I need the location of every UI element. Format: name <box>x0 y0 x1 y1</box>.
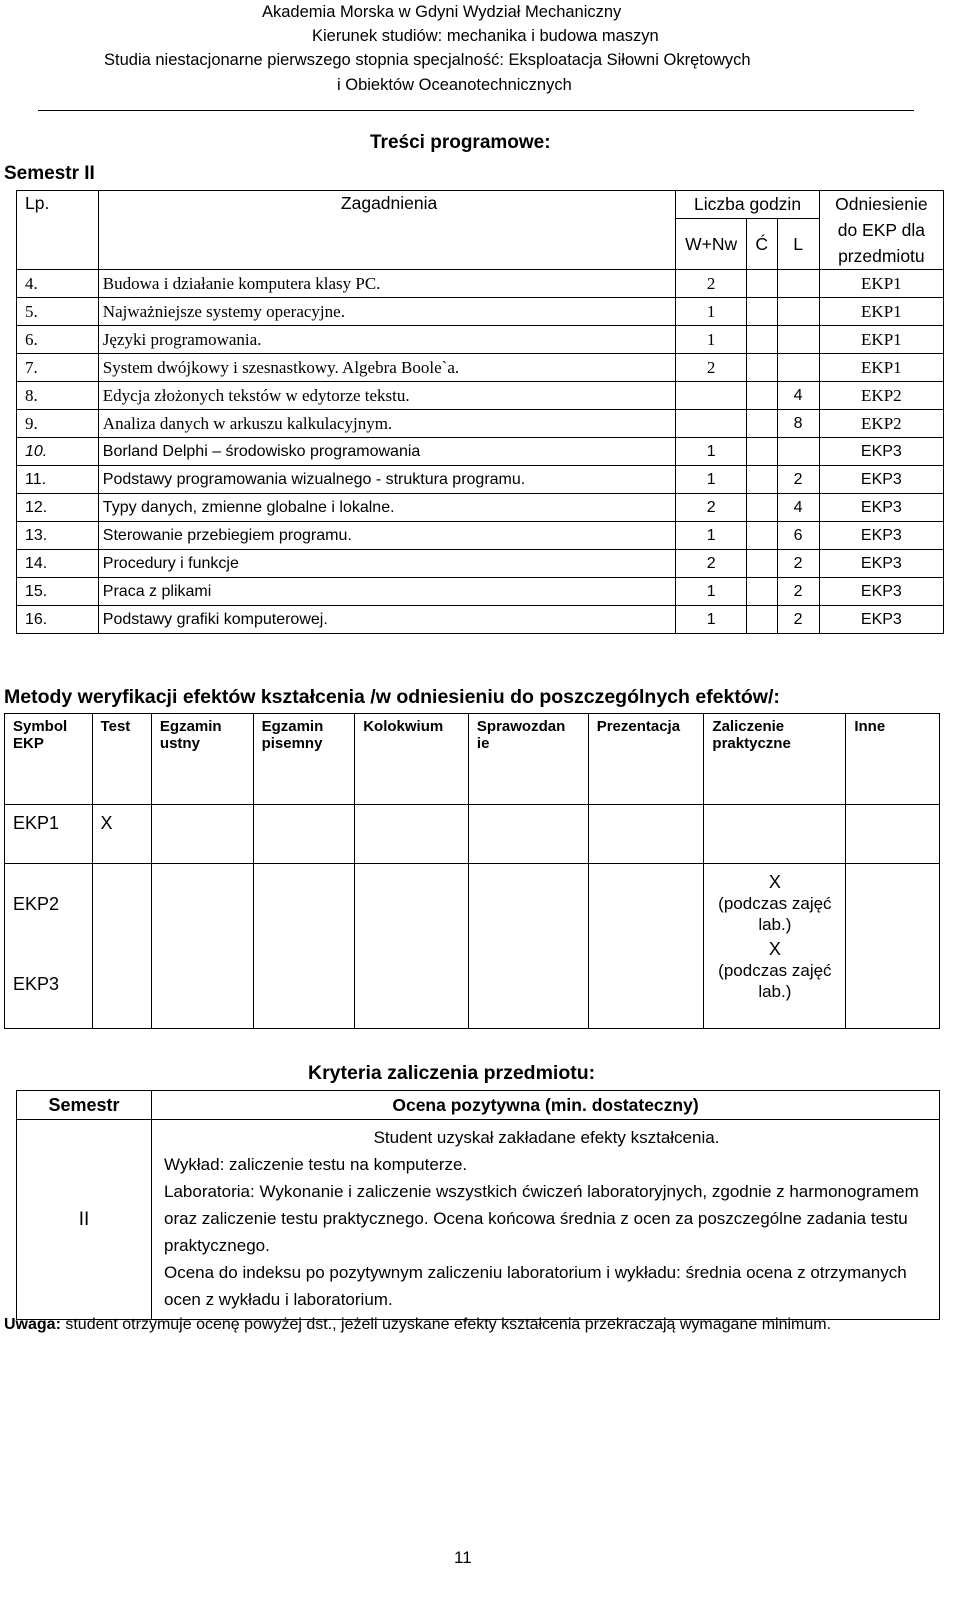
topic-ekp: EKP2 <box>819 410 943 438</box>
methods-symbol-group <box>5 864 93 1029</box>
criteria-body-row <box>17 1120 940 1320</box>
topic-lp: 14. <box>17 550 99 578</box>
tresci-title: Treści programowe: <box>370 132 551 153</box>
uwaga-text: student otrzymuje ocenę powyżej dst., jeżeli uzyskane efekty kształcenia przekraczają wymagane minimum. <box>60 1316 832 1333</box>
criteria-line-1: Student uzyskał zakładane efekty kształcenia. <box>373 1128 720 1147</box>
topic-lp: 7. <box>17 354 99 382</box>
topic-hours-w <box>676 382 747 410</box>
header-odniesienie <box>819 191 943 270</box>
header-line-1: Akademia Morska w Gdyni Wydział Mechaniczny <box>262 3 622 21</box>
topic-ekp: EKP3 <box>819 494 943 522</box>
topic-hours-w: 1 <box>676 298 747 326</box>
topic-zagadnienie: Sterowanie przebiegiem programu. <box>98 522 676 550</box>
topic-hours-l: 2 <box>777 466 819 494</box>
topic-lp: 4. <box>17 270 99 298</box>
topic-hours-l: 8 <box>777 410 819 438</box>
topic-ekp: EKP3 <box>819 522 943 550</box>
topic-hours-l: 6 <box>777 522 819 550</box>
criteria-title: Kryteria zaliczenia przedmiotu: <box>308 1062 596 1084</box>
topic-hours-c <box>746 606 777 634</box>
criteria-body <box>152 1120 940 1320</box>
topic-row <box>17 550 944 578</box>
criteria-table <box>16 1090 940 1320</box>
topic-ekp: EKP1 <box>819 270 943 298</box>
topic-hours-c <box>746 382 777 410</box>
topic-ekp: EKP1 <box>819 354 943 382</box>
topic-row <box>17 522 944 550</box>
topic-ekp: EKP3 <box>819 606 943 634</box>
page-number: 11 <box>454 1548 472 1567</box>
topic-row <box>17 382 944 410</box>
topic-row <box>17 298 944 326</box>
topic-hours-c <box>746 354 777 382</box>
topic-hours-l: 2 <box>777 550 819 578</box>
topic-zagadnienie: Praca z plikami <box>98 578 676 606</box>
topic-lp: 13. <box>17 522 99 550</box>
topic-lp: 10. <box>17 438 99 466</box>
topic-hours-w: 1 <box>676 438 747 466</box>
methods-table <box>4 713 940 1029</box>
topic-hours-c <box>746 270 777 298</box>
topic-hours-w: 2 <box>676 270 747 298</box>
topic-hours-l: 4 <box>777 494 819 522</box>
criteria-header-row <box>17 1091 940 1120</box>
uwaga-label: Uwaga: <box>4 1316 61 1333</box>
methods-zaliczenie: X <box>768 939 781 959</box>
topic-lp: 12. <box>17 494 99 522</box>
topic-hours-l: 2 <box>777 578 819 606</box>
header-odniesienie-l3: przedmiotu <box>838 246 925 266</box>
topic-lp: 9. <box>17 410 99 438</box>
methods-test: X <box>92 805 151 864</box>
topic-hours-l <box>777 326 819 354</box>
topic-hours-c <box>746 522 777 550</box>
topic-lp: 15. <box>17 578 99 606</box>
topic-hours-c <box>746 410 777 438</box>
methods-row-ekp1 <box>5 805 940 864</box>
topic-row <box>17 494 944 522</box>
header-line-2: Kierunek studiów: mechanika i budowa maszyn <box>312 27 659 45</box>
semestr-title: Semestr II <box>4 163 95 184</box>
topic-zagadnienie: Analiza danych w arkuszu kalkulacyjnym. <box>98 410 676 438</box>
topic-zagadnienie: Budowa i działanie komputera klasy PC. <box>98 270 676 298</box>
methods-header-row <box>5 714 940 805</box>
topic-zagadnienie: Podstawy programowania wizualnego - struktura programu. <box>98 466 676 494</box>
topic-zagadnienie: System dwójkowy i szesnastkowy. Algebra Boole`a. <box>98 354 676 382</box>
methods-h-prezentacja: Prezentacja <box>588 714 704 805</box>
methods-h-symbol: Symbol EKP <box>5 714 93 805</box>
methods-h-egz-pisemny: Egzamin pisemny <box>253 714 355 805</box>
methods-zaliczenie: X <box>768 872 781 892</box>
topic-hours-c <box>746 438 777 466</box>
methods-symbol: EKP3 <box>13 974 60 994</box>
methods-zaliczenie <box>704 805 846 864</box>
header-l: L <box>777 219 819 270</box>
topic-ekp: EKP3 <box>819 466 943 494</box>
topic-zagadnienie: Podstawy grafiki komputerowej. <box>98 606 676 634</box>
topic-hours-l <box>777 270 819 298</box>
topic-lp: 8. <box>17 382 99 410</box>
topic-row <box>17 466 944 494</box>
methods-h-zaliczenie: Zaliczenie praktyczne <box>704 714 846 805</box>
topic-hours-l <box>777 298 819 326</box>
topics-header-row-1 <box>17 191 944 219</box>
topic-hours-w: 1 <box>676 606 747 634</box>
topic-hours-c <box>746 298 777 326</box>
topic-hours-w: 2 <box>676 354 747 382</box>
header-odniesienie-l2: do EKP dla <box>837 220 925 240</box>
topic-hours-w: 1 <box>676 578 747 606</box>
topic-hours-c <box>746 326 777 354</box>
topic-row <box>17 326 944 354</box>
criteria-semestr-label: Semestr <box>17 1091 152 1120</box>
topic-ekp: EKP1 <box>819 326 943 354</box>
topic-ekp: EKP3 <box>819 550 943 578</box>
methods-symbol: EKP1 <box>5 805 93 864</box>
topic-hours-l: 2 <box>777 606 819 634</box>
topic-hours-c <box>746 578 777 606</box>
header-odniesienie-l1: Odniesienie <box>835 194 928 214</box>
criteria-line-4: Ocena do indeksu po pozytywnym zaliczeniu laboratorium i wykładu: średnia ocena z otrzymanych ocen z wykładu i laboratorium. <box>164 1263 907 1309</box>
methods-note: (podczas zajęć lab.) <box>718 894 832 934</box>
topic-hours-l <box>777 438 819 466</box>
topic-zagadnienie: Procedury i funkcje <box>98 550 676 578</box>
topic-ekp: EKP2 <box>819 382 943 410</box>
header-liczba-godzin: Liczba godzin <box>676 191 819 219</box>
methods-symbol: EKP2 <box>13 894 60 914</box>
topic-ekp: EKP3 <box>819 438 943 466</box>
topic-hours-l <box>777 354 819 382</box>
topic-row <box>17 270 944 298</box>
methods-title: Metody weryfikacji efektów kształcenia /w odniesieniu do poszczególnych efektów/: <box>4 686 780 708</box>
header-w: W+Nw <box>676 219 747 270</box>
topic-hours-c <box>746 494 777 522</box>
topic-ekp: EKP3 <box>819 578 943 606</box>
topic-row <box>17 606 944 634</box>
topic-zagadnienie: Typy danych, zmienne globalne i lokalne. <box>98 494 676 522</box>
methods-note: (podczas zajęć lab.) <box>718 961 832 1001</box>
topic-zagadnienie: Języki programowania. <box>98 326 676 354</box>
topic-hours-w <box>676 410 747 438</box>
topics-body <box>17 270 944 634</box>
topic-ekp: EKP1 <box>819 298 943 326</box>
header-divider <box>38 110 914 111</box>
uwaga-note <box>4 1312 924 1338</box>
topic-hours-w: 1 <box>676 522 747 550</box>
topic-zagadnienie: Edycja złożonych tekstów w edytorze tekstu. <box>98 382 676 410</box>
topics-table <box>16 190 944 634</box>
topic-hours-w: 2 <box>676 550 747 578</box>
criteria-semestr-value: II <box>17 1120 152 1320</box>
topic-lp: 5. <box>17 298 99 326</box>
criteria-ocena-label: Ocena pozytywna (min. dostateczny) <box>152 1091 940 1120</box>
topic-hours-c <box>746 466 777 494</box>
topic-row <box>17 354 944 382</box>
topic-hours-c <box>746 550 777 578</box>
topic-lp: 16. <box>17 606 99 634</box>
header-zagadnienia: Zagadnienia <box>98 191 676 270</box>
topic-row <box>17 438 944 466</box>
header-lp: Lp. <box>17 191 99 270</box>
topic-hours-w: 2 <box>676 494 747 522</box>
topic-row <box>17 578 944 606</box>
topic-lp: 6. <box>17 326 99 354</box>
methods-row-ekp2-3 <box>5 864 940 1029</box>
topic-zagadnienie: Borland Delphi – środowisko programowania <box>98 438 676 466</box>
header-c: Ć <box>746 219 777 270</box>
criteria-line-3: Laboratoria: Wykonanie i zaliczenie wszystkich ćwiczeń laboratoryjnych, zgodnie z harmonogramem oraz zaliczenie testu praktycznego. Ocena końcowa średnia z ocen za poszczególne zadania testu praktycznego. <box>164 1182 919 1255</box>
topic-hours-l: 4 <box>777 382 819 410</box>
methods-h-sprawozdanie: Sprawozdan ie <box>468 714 588 805</box>
header-line-3: Studia niestacjonarne pierwszego stopnia specjalność: Eksploatacja Siłowni Okrętowych <box>104 51 751 69</box>
topic-row <box>17 410 944 438</box>
topic-lp: 11. <box>17 466 99 494</box>
topic-zagadnienie: Najważniejsze systemy operacyjne. <box>98 298 676 326</box>
methods-h-egz-ustny: Egzamin ustny <box>151 714 253 805</box>
methods-h-kolokwium: Kolokwium <box>355 714 469 805</box>
methods-h-inne: Inne <box>846 714 940 805</box>
criteria-line-2: Wykład: zaliczenie testu na komputerze. <box>164 1155 468 1174</box>
topic-hours-w: 1 <box>676 326 747 354</box>
methods-h-test: Test <box>92 714 151 805</box>
header-line-4: i Obiektów Oceanotechnicznych <box>337 76 572 94</box>
methods-zaliczenie-group <box>704 864 846 1029</box>
topic-hours-w: 1 <box>676 466 747 494</box>
